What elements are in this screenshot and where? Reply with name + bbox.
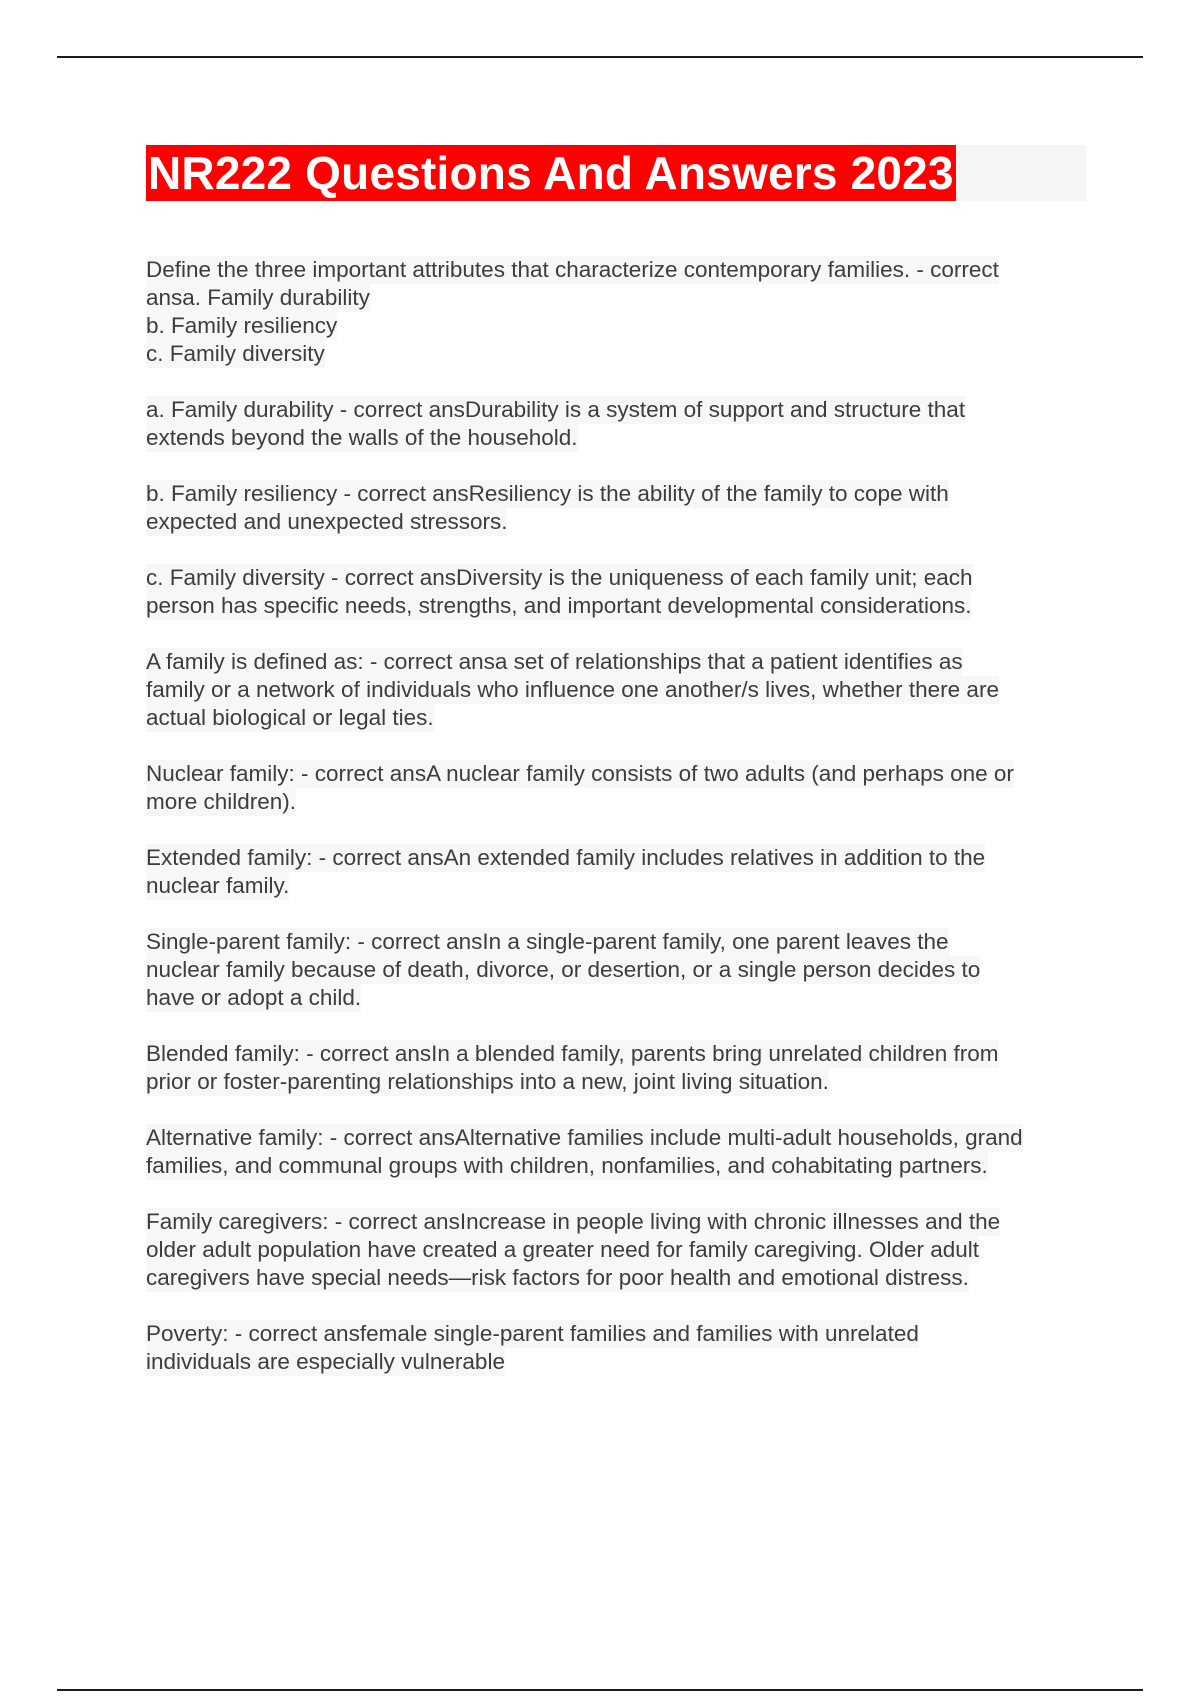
qa-line: a. Family durability - correct ansDurability is a system of support and structure that [146,397,966,422]
qa-line: prior or foster-parenting relationships into a new, joint living situation. [146,1069,829,1094]
qa-line: nuclear family because of death, divorce, or desertion, or a single person decides to [146,957,981,982]
qa-line: c. Family diversity [146,341,325,366]
qa-line: more children). [146,789,297,814]
qa-entry [146,1124,1091,1180]
qa-line: older adult population have created a greater need for family caregiving. Older adult [146,1237,980,1262]
qa-line: extends beyond the walls of the household. [146,425,578,450]
qa-entry [146,648,1091,732]
qa-line: A family is defined as: - correct ansa set of relationships that a patient identifies as [146,649,963,674]
document-title: NR222 Questions And Answers 2023 [148,147,954,199]
qa-line: b. Family resiliency - correct ansResiliency is the ability of the family to cope with [146,481,949,506]
qa-entry [146,1040,1091,1096]
qa-line: Family caregivers: - correct ansIncrease in people living with chronic illnesses and the [146,1209,1001,1234]
qa-entry [146,396,1091,452]
qa-line: Poverty: - correct ansfemale single-parent families and families with unrelated [146,1321,919,1346]
qa-entry [146,256,1091,368]
qa-line: expected and unexpected stressors. [146,509,508,534]
qa-list [146,256,1091,1404]
qa-entry [146,928,1091,1012]
qa-entry [146,480,1091,536]
qa-entry [146,760,1091,816]
qa-entry [146,844,1091,900]
qa-entry [146,1208,1091,1292]
qa-line: families, and communal groups with children, nonfamilies, and cohabitating partners. [146,1153,988,1178]
qa-line: family or a network of individuals who influence one another/s lives, whether there are [146,677,999,702]
qa-line: Extended family: - correct ansAn extended family includes relatives in addition to the [146,845,986,870]
qa-line: actual biological or legal ties. [146,705,434,730]
qa-line: ansa. Family durability [146,285,370,310]
qa-line: nuclear family. [146,873,290,898]
qa-entry [146,1320,1091,1376]
qa-line: b. Family resiliency [146,313,338,338]
qa-line: c. Family diversity - correct ansDiversity is the uniqueness of each family unit; each [146,565,973,590]
qa-line: Nuclear family: - correct ansA nuclear family consists of two adults (and perhaps one or [146,761,1014,786]
qa-line: have or adopt a child. [146,985,362,1010]
qa-entry [146,564,1091,620]
qa-line: Single-parent family: - correct ansIn a single-parent family, one parent leaves the [146,929,949,954]
page-bottom-rule [57,1689,1143,1691]
qa-line: caregivers have special needs—risk factors for poor health and emotional distress. [146,1265,969,1290]
page-top-rule [57,56,1143,58]
qa-line: Blended family: - correct ansIn a blended family, parents bring unrelated children from [146,1041,999,1066]
qa-line: Alternative family: - correct ansAlternative families include multi-adult households, grand [146,1125,1023,1150]
qa-line: Define the three important attributes that characterize contemporary families. - correct [146,257,999,282]
qa-line: person has specific needs, strengths, and important developmental considerations. [146,593,972,618]
qa-line: individuals are especially vulnerable [146,1349,505,1374]
